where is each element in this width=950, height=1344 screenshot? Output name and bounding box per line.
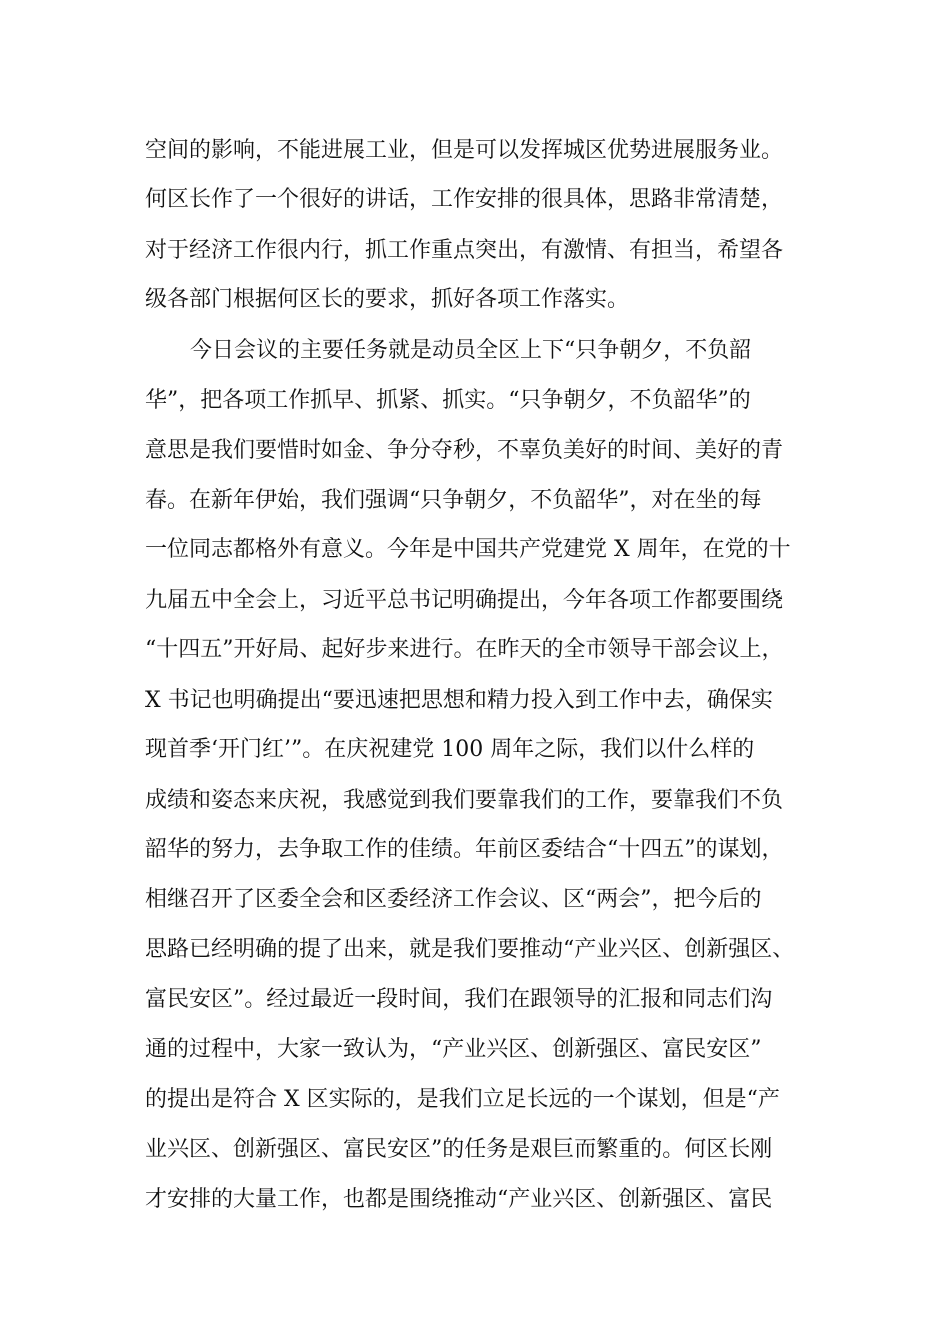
text-line: 现首季‘开门红’”。在庆祝建党 100 周年之际，我们以什么样的 bbox=[145, 737, 755, 762]
text-line: 才安排的大量工作，也都是围绕推动“产业兴区、创新强区、富民 bbox=[145, 1187, 773, 1212]
text-line: 空间的影响，不能进展工业，但是可以发挥城区优势进展服务业。 bbox=[145, 138, 784, 163]
text-line: 对于经济工作很内行，抓工作重点突出，有激情、有担当，希望各 bbox=[145, 238, 784, 263]
text-line: 业兴区、创新强区、富民安区”的任务是艰巨而繁重的。何区长刚 bbox=[145, 1137, 773, 1162]
text-line: 九届五中全会上，习近平总书记明确提出，今年各项工作都要围绕 bbox=[145, 588, 784, 613]
text-line: 一位同志都格外有意义。今年是中国共产党建党 X 周年，在党的十 bbox=[145, 537, 791, 562]
text-line: X 书记也明确提出“要迅速把思想和精力投入到工作中去，确保实 bbox=[145, 688, 773, 713]
text-line: 思路已经明确的提了出来，就是我们要推动“产业兴区、创新强区、 bbox=[145, 937, 795, 962]
text-line: 春。在新年伊始，我们强调“只争朝夕，不负韶华”，对在坐的每 bbox=[145, 488, 762, 513]
text-line: “十四五”开好局、起好步来进行。在昨天的全市领导干部会议上， bbox=[145, 637, 784, 662]
text-line: 韶华的努力，去争取工作的佳绩。年前区委结合“十四五”的谋划， bbox=[145, 837, 784, 862]
text-line: 通的过程中，大家一致认为，“产业兴区、创新强区、富民安区” bbox=[145, 1037, 762, 1062]
text-line: 意思是我们要惜时如金、争分夺秒，不辜负美好的时间、美好的青 bbox=[145, 438, 784, 463]
text-line: 级各部门根据何区长的要求，抓好各项工作落实。 bbox=[145, 287, 630, 312]
text-line: 相继召开了区委全会和区委经济工作会议、区“两会”，把今后的 bbox=[145, 887, 762, 912]
text-line: 华”，把各项工作抓早、抓紧、抓实。“只争朝夕，不负韶华”的 bbox=[145, 388, 751, 413]
text-line: 何区长作了一个很好的讲话，工作安排的很具体，思路非常清楚， bbox=[145, 187, 784, 212]
paragraph-first-line: 今日会议的主要任务就是动员全区上下“只争朝夕，不负韶 bbox=[190, 338, 752, 363]
text-line: 的提出是符合 X 区实际的，是我们立足长远的一个谋划，但是“产 bbox=[145, 1087, 780, 1112]
text-line: 富民安区”。经过最近一段时间，我们在跟领导的汇报和同志们沟 bbox=[145, 987, 773, 1012]
text-line: 成绩和姿态来庆祝，我感觉到我们要靠我们的工作，要靠我们不负 bbox=[145, 788, 784, 813]
